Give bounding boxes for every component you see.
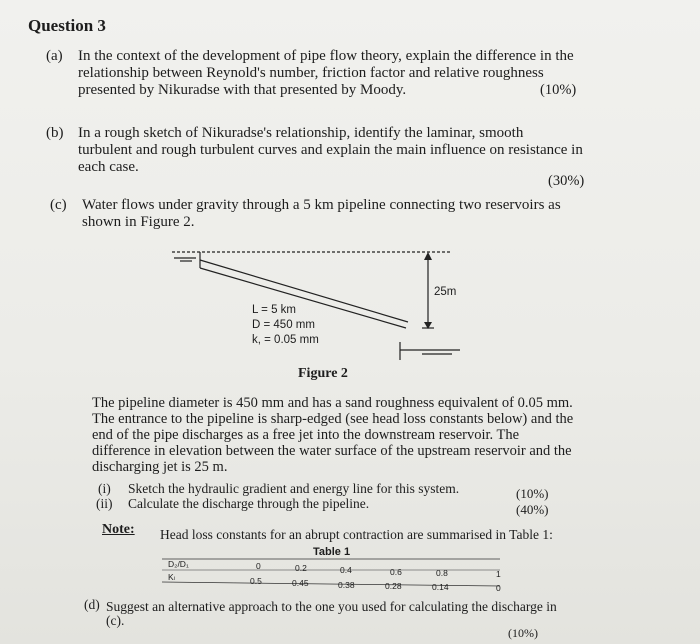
part-c-line: Water flows under gravity through a 5 km pipeline connecting two reservoirs as — [82, 197, 561, 213]
table-cell: 0.28 — [385, 581, 402, 591]
part-c-body — [92, 395, 573, 475]
sub-i-text: Sketch the hydraulic gradient and energy line for this system. — [128, 481, 460, 496]
pipe-top-line — [200, 260, 408, 322]
table-caption: Table 1 — [313, 546, 351, 558]
table-cell: 0.2 — [295, 563, 307, 573]
table-cell: 0.6 — [390, 567, 402, 577]
part-d-text — [106, 600, 557, 628]
part-b-marks: (30%) — [548, 173, 585, 189]
part-c-body-line: The pipeline diameter is 450 mm and has a sand roughness equivalent of 0.05 mm. — [92, 395, 573, 411]
table-cell: 0 — [496, 583, 501, 593]
part-c-body-line: The entrance to the pipeline is sharp-edged (see head loss constants below) and the — [92, 411, 574, 427]
table-row2-label: Kₗ — [168, 572, 176, 582]
table-cell: 0.38 — [338, 580, 355, 590]
figure-2-diagram — [160, 238, 480, 376]
part-d-label: (d) — [84, 597, 100, 612]
table-cell: 0.14 — [432, 582, 449, 592]
question-title: Question 3 — [28, 16, 106, 35]
table-rules — [162, 558, 502, 590]
part-c-line: shown in Figure 2. — [82, 214, 195, 230]
pipe-diameter-label: D = 450 mm — [252, 319, 315, 331]
sub-ii-marks: (40%) — [516, 502, 549, 517]
part-b-line: In a rough sketch of Nikuradse's relationship, identify the laminar, smooth — [78, 125, 524, 141]
part-c-body-line: end of the pipe discharges as a free jet into the downstream reservoir. The — [92, 427, 520, 443]
table-cell: 0.8 — [436, 568, 448, 578]
part-d-line: (c). — [106, 613, 125, 628]
height-label: 25m — [434, 286, 457, 298]
part-b-line: each case. — [78, 159, 139, 175]
part-a-marks: (10%) — [540, 82, 577, 98]
pipe-roughness-label: k, = 0.05 mm — [252, 334, 319, 346]
part-c-body-line: discharging jet is 25 m. — [92, 459, 228, 475]
sub-i-marks: (10%) — [516, 486, 549, 501]
part-a-text — [78, 48, 577, 99]
part-b-label: (b) — [46, 125, 64, 141]
sub-i-label: (i) — [98, 481, 111, 496]
table-cell: 0.4 — [340, 565, 352, 575]
part-b-text — [78, 125, 583, 176]
part-c-label: (c) — [50, 197, 67, 213]
part-a-label: (a) — [46, 48, 63, 64]
table-cell: 1 — [496, 569, 501, 579]
pipe-length-label: L = 5 km — [252, 304, 296, 316]
figure-caption: Figure 2 — [298, 366, 348, 381]
sub-ii-label: (ii) — [96, 496, 113, 511]
note-text: Head loss constants for an abrupt contraction are summarised in Table 1: — [160, 527, 553, 542]
part-c-body-line: difference in elevation between the water surface of the upstream reservoir and the — [92, 443, 572, 459]
part-b-line: turbulent and rough turbulent curves and explain the main influence on resistance in — [78, 142, 583, 158]
table-cell: 0 — [256, 561, 261, 571]
part-a-line: relationship between Reynold's number, friction factor and relative roughness — [78, 65, 544, 81]
table-row1-label: D₂/D₁ — [168, 559, 189, 569]
table-cell: 0.5 — [250, 576, 262, 586]
height-arrow-up — [424, 252, 432, 260]
sub-ii-text: Calculate the discharge through the pipeline. — [128, 496, 370, 511]
part-d-line: Suggest an alternative approach to the one you used for calculating the discharge in — [106, 599, 557, 614]
part-a-line: In the context of the development of pipe flow theory, explain the difference in the — [78, 48, 574, 64]
note-label: Note: — [102, 522, 135, 537]
table-cell: 0.45 — [292, 578, 309, 588]
part-c-text — [82, 197, 561, 231]
part-a-line: presented by Nikuradse with that presented by Moody. — [78, 82, 407, 98]
part-d-marks: (10%) — [508, 626, 538, 640]
